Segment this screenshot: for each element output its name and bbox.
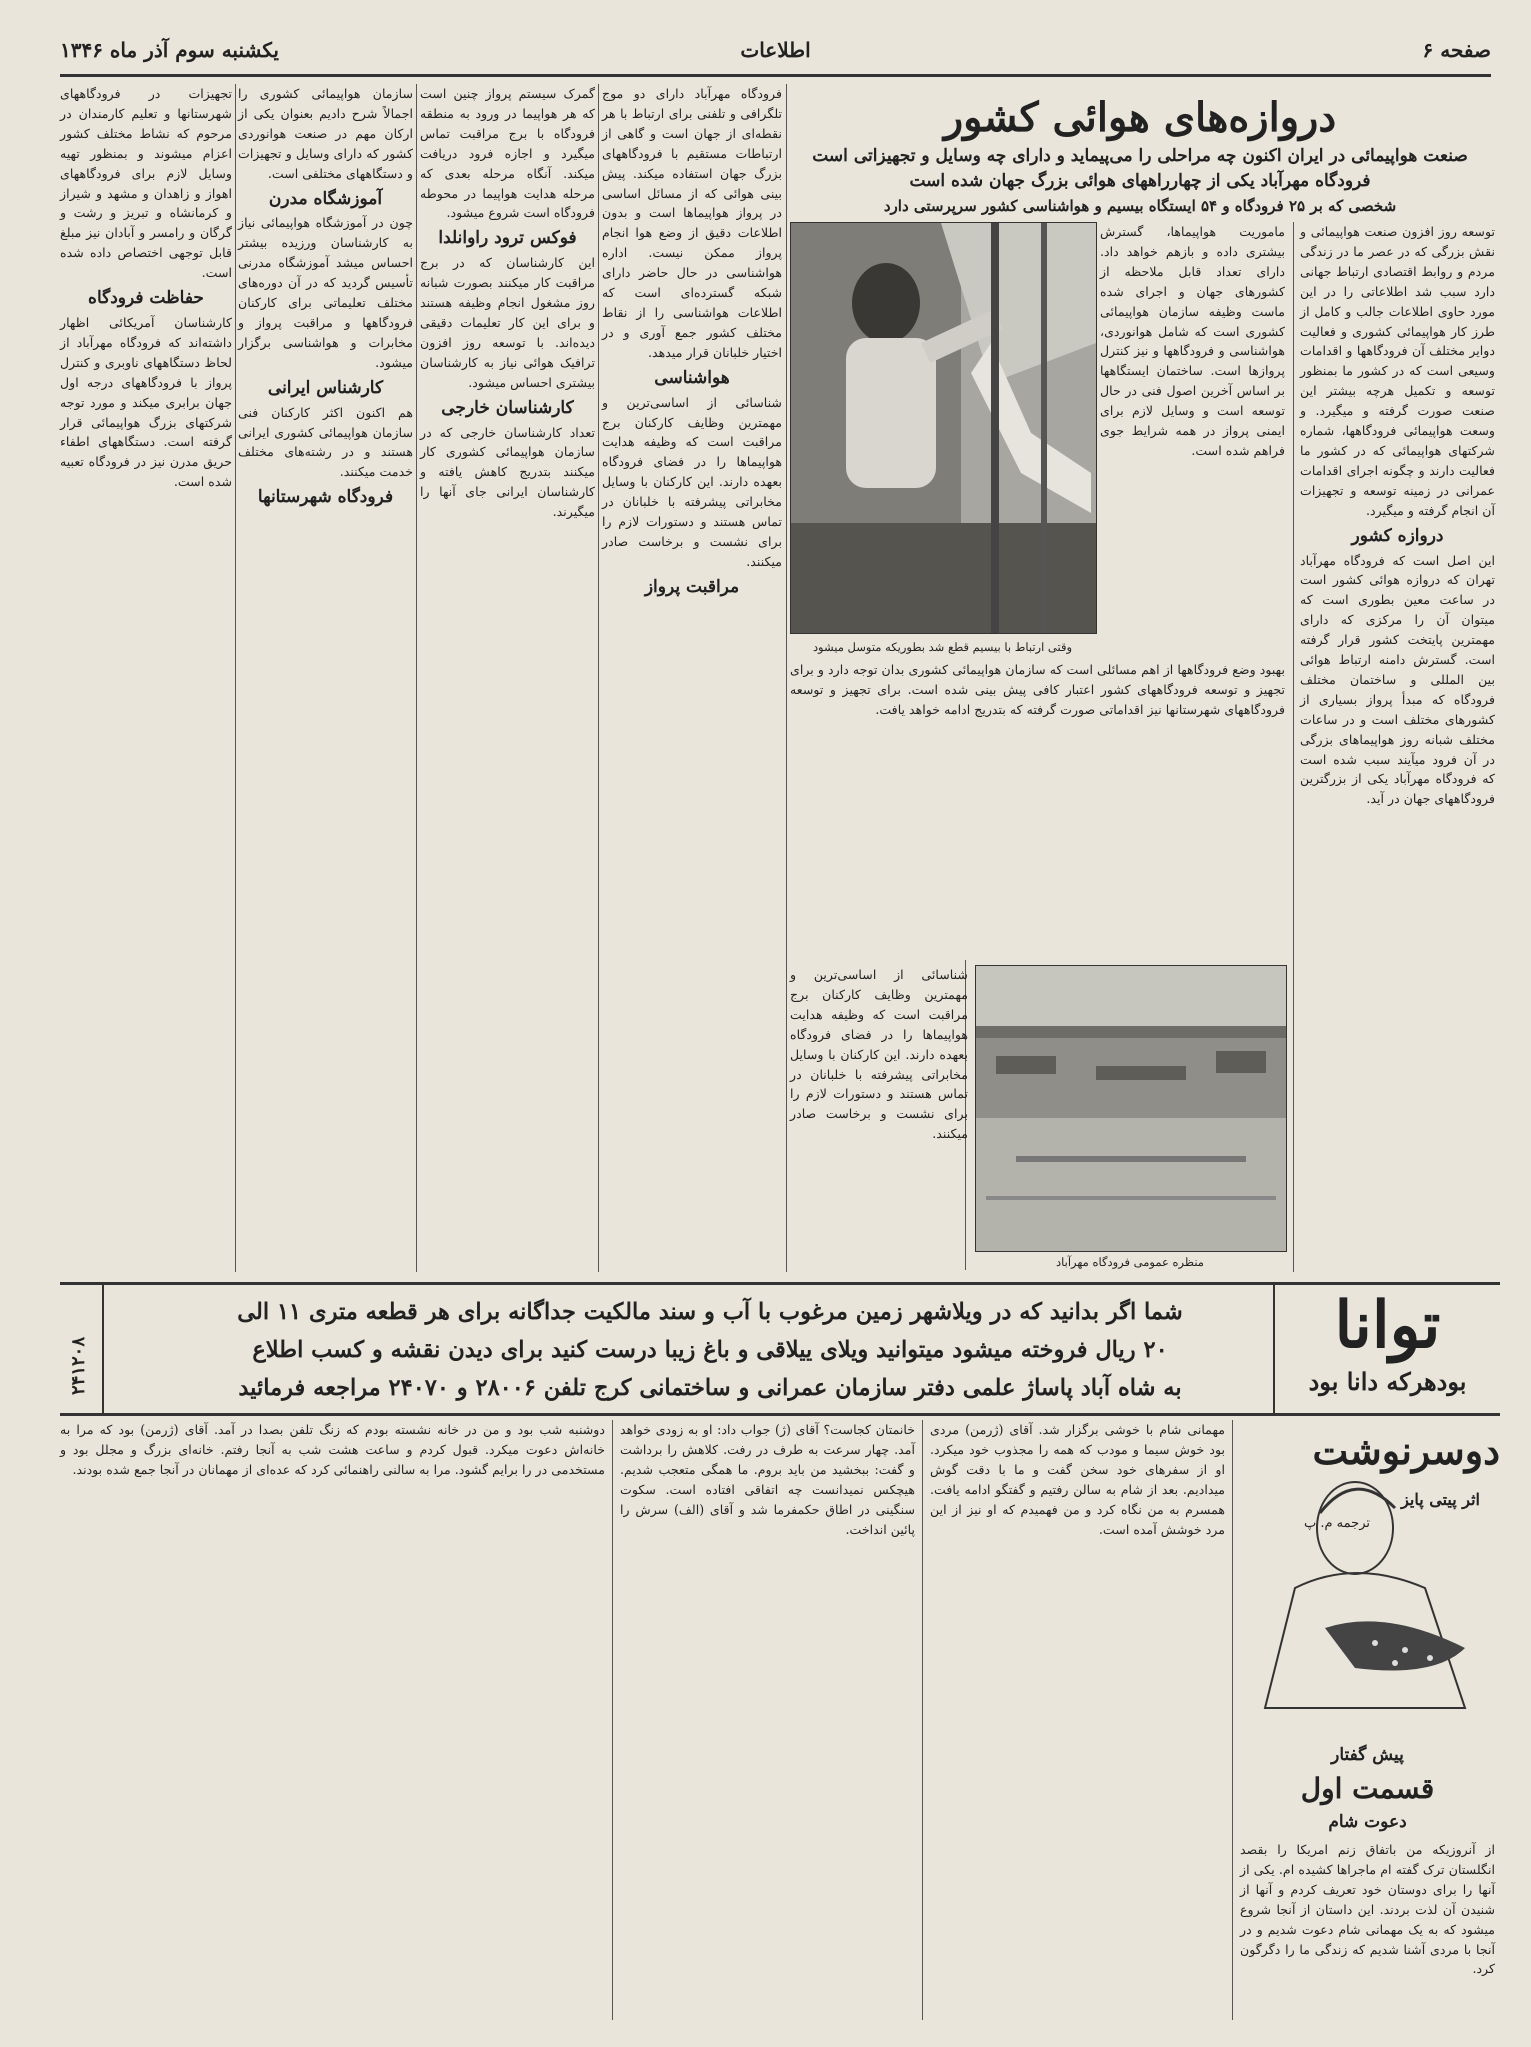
column-divider bbox=[922, 1420, 923, 2020]
column-divider bbox=[598, 84, 599, 1272]
lead-column-2 bbox=[1100, 222, 1285, 458]
ad-line-2: ۲۰ ریال فروخته میشود میتوانید ویلای ییلاقی و باغ زیبا درست کنید برای دیدن نقشه و کسب اطلاع bbox=[252, 1337, 1168, 1363]
ad-side-number: ۲۴۱۲۰۸ bbox=[68, 1336, 89, 1395]
ad-side-number-box bbox=[60, 1285, 104, 1413]
column-divider bbox=[786, 84, 787, 1272]
ad-line-3: به شاه آباد پاساژ علمی دفتر سازمان عمرانی و ساختمانی کرج تلفن ۲۸۰۰۶ و ۲۴۰۷۰ مراجعه فرمائید bbox=[238, 1375, 1182, 1401]
section-heading-foreign-experts: کارشناسان خارجی bbox=[441, 397, 574, 418]
lead-col1-text: توسعه روز افزون صنعت هواپیمائی و نقش بزرگی که در عصر ما در زندگی مردم و روابط اقتصادی ارتباط جهانی دارد سبب شد اطلاعاتی را در این مورد حاوی اطلاعات جالب و کامل از طرز کار هواپیمائی کشوری و فعالیت دوایر مختلف آن فرودگاهها و اقدامات وسیعی است که در کشور ما بمنظور توسعه و تکمیل هرچه بیشتر این صنعت صورت گرفته و میگیرد. و وسعت هواپیمائی فرودگاهها، شماره شرکتهای هواپیمائی که در کشور ما فعالیت دارند و چگونه اجرای اقدامات عمرانی در زمینه توسعه و تجهیزات آن انجام گرفته و میگیرد. bbox=[1300, 224, 1495, 518]
lead-headline: دروازه‌های هوائی کشور bbox=[943, 94, 1337, 141]
lead-subhead-1: صنعت هواپیمائی در ایران اکنون چه مراحلی را می‌پیماید و دارای چه وسایل و تجهیزاتی است bbox=[812, 146, 1468, 166]
lead-col3-text-b: شناسائی از اساسی‌ترین و مهمترین وظایف کارکنان برج مراقبت است که وظیفه هدایت هواپیماها را در فضای فرودگاه بعهده دارند. این کارکنان با وسایل مخابراتی پیشرفته با خلبانان در تماس هستند و دستورات لازم را برای نشست و برخاست صادر میکنند. bbox=[602, 394, 782, 569]
serial-preface: پیش گفتار bbox=[1331, 1745, 1404, 1765]
section-heading-iranian-expert: کارشناس ایرانی bbox=[267, 377, 384, 398]
lead-col6-text2: کارشناسان آمریکائی اظهار داشته‌اند که فرودگاه مهرآباد از لحاظ دستگاههای ناوبری و کنترل پرواز با فرودگاههای درجه اول جهان برابری میکند و مورد توجه شرکتهای بزرگ هواپیمائی قرار گرفته است. دستگاههای اطفاء حریق مدرن نیز در فرودگاه تعبیه شده است. bbox=[60, 314, 232, 490]
serial-title: دوسرنوشت bbox=[1312, 1428, 1500, 1473]
column-divider bbox=[235, 84, 236, 1272]
photo-mehrabad-image bbox=[976, 966, 1286, 1251]
ad-brand: توانا bbox=[1334, 1288, 1441, 1363]
lead-headline-block bbox=[790, 92, 1490, 219]
lead-col5-text3: هم اکنون اکثر کارکنان فنی سازمان هواپیمائی کشوری ایرانی هستند و در رشته‌های مختلف خدمت میکنند. bbox=[238, 404, 413, 480]
section-heading-provincial-airports: فرودگاه شهرستانها bbox=[257, 487, 394, 508]
photo2-caption: منظره عمومی فرودگاه مهرآباد bbox=[1056, 1255, 1204, 1269]
serial-col3-text: خانمتان کجاست؟ آقای (ژ) جواب داد: او به زودی خواهد آمد. چهار سرعت به طرف در رفت. کلاهش را برداشت و گفت: ببخشید من باید بروم. ما همگی متعجب شدیم. هیچکس نمیدانست چه اتفاقی افتاده است. سکوت سنگینی در اطاق حکمفرما شد و آقای (الف) سرش را پائین انداخت. bbox=[620, 1422, 915, 1537]
section-heading-fox: فوکس ترود راوانلدا bbox=[438, 228, 577, 249]
serial-col1-text: از آنروزیکه من باتفاق زنم امریکا را بقصد انگلستان ترک گفته ام ماجراها کشیده ام. یکی از آنها را برای دوستان خود تعریف کردم و آنها از شنیدن آن لذت بردند. این داستان از آنجا شروع میشود که به یک مهمانی شام دعوت شدیم و در آنجا با مردی آشنا شدیم که زندگی ما را دگرگون کرد. bbox=[1240, 1842, 1495, 1977]
column-divider bbox=[612, 1420, 613, 2020]
lead-col5-text2: چون در آموزشگاه هواپیمائی نیاز به کارشناسان ورزیده بیشتر احساس میشد آموزشگاه مدرنی تأسیس گردید که در آن دوره‌های مختلف تعلیماتی برای کارکنان فرودگاهها و مراقبت پرواز و مخابرات و هواشناسی برگزار میشود. bbox=[238, 215, 413, 370]
column-divider bbox=[416, 84, 417, 1272]
serial-column-1 bbox=[1240, 1840, 1495, 2020]
column-divider bbox=[1232, 1420, 1233, 2020]
date-line: یکشنبه سوم آذر ماه ۱۳۴۶ bbox=[60, 38, 279, 62]
column-divider bbox=[1293, 222, 1294, 1272]
lead-subhead-3: شخصی که بر ۲۵ فرودگاه و ۵۴ ایستگاه بیسیم و هواشناسی کشور سرپرستی دارد bbox=[883, 197, 1397, 215]
photo-radio-operator bbox=[790, 222, 1097, 634]
photo-radio-operator-image bbox=[791, 223, 1096, 633]
serial-author: اثر پیتی پایز bbox=[1401, 1490, 1480, 1509]
photo-mehrabad-airport bbox=[975, 965, 1287, 1252]
lead-col2-text2: بهبود وضع فرودگاهها از اهم مسائلی است که سازمان هواپیمائی کشوری بدان توجه دارد و برای تجهیز و توسعه فرودگاههای کشور اعتبار کافی پیش بینی شده است. برای تجهیز و توسعه فرودگاههای شهرستانها نیز اقداماتی صورت گرفته که بتدریج ادامه خواهد یافت. bbox=[790, 662, 1285, 717]
serial-col2-text: مهمانی شام با خوشی برگزار شد. آقای (ژرمن) مردی بود خوش سیما و مودب که همه را مجذوب خود میکرد. او از سفرهای خود سخن گفت و ما با دقت گوش میدادیم. بعد از شام به سالن رفتیم و گفتگو ادامه یافت. همسرم به من نگاه کرد و من فهمیدم که او نیز از این مرد خوشش آمده است. bbox=[930, 1422, 1225, 1537]
villa-advertisement bbox=[60, 1282, 1500, 1416]
lead-col4-text: گمرک سیستم پرواز چنین است که هر هواپیما در ورود به منطقه فرودگاه با برج مراقبت تماس میگیرد و اجازه فرود دریافت میکند. آنگاه مرحله بعدی که مرحله هدایت هواپیما در محوطه فرودگاه است شروع میشود. bbox=[420, 86, 595, 221]
lead-col3-text-c: شناسائی از اساسی‌ترین و مهمترین وظایف کارکنان برج مراقبت است که وظیفه هدایت هواپیماها را در فضای فرودگاه بعهده دارند. این کارکنان با وسایل مخابراتی پیشرفته با خلبانان در تماس هستند و دستورات لازم را برای نشست و برخاست صادر میکنند. bbox=[790, 967, 968, 1142]
page-label: صفحه ۶ bbox=[1422, 38, 1491, 62]
lead-column-3 bbox=[602, 84, 782, 1272]
serial-column-3 bbox=[620, 1420, 915, 2020]
ad-message bbox=[155, 1293, 1265, 1407]
lead-column-2b bbox=[790, 660, 1285, 960]
paper-name: اطلاعات bbox=[740, 38, 811, 62]
ad-line-1: شما اگر بدانید که در ویلاشهر زمین مرغوب با آب و سند مالکیت جداگانه برای هر قطعه متری ۱۱ الی bbox=[237, 1299, 1183, 1325]
lead-subhead-2: فرودگاه مهرآباد یکی از چهارراههای هوائی بزرگ جهان شده است bbox=[909, 171, 1371, 191]
ad-brand-tagline: بودهرکه دانا بود bbox=[1308, 1367, 1467, 1396]
lead-col4-text2: این کارشناسان که در برج مراقبت کار میکنند بصورت شبانه روز مشغول انجام وظیفه هستند و برای این کار تعلیمات دقیقی دیده‌اند. با توسعه روز افزون ترافیک هوائی نیاز به کارشناسان بیشتری احساس میشود. bbox=[420, 255, 595, 390]
lead-column-3b bbox=[790, 965, 968, 1270]
lead-column-1 bbox=[1300, 222, 1495, 1272]
lead-col6-text: تجهیزات در فرودگاههای شهرستانها و تعلیم کارمندان در مرحوم که نشاط مختلف کشور اعزام میشوند و بمنظور تهیه وسایل لازم برای فرودگاههای اهواز و زاهدان و مشهد و شیراز و کرمانشاه و تبریز و رشت و گرگان و رامسر و آبادان نیز مبلغ قابل توجهی اختصاص داده شده است. bbox=[60, 86, 232, 281]
lead-col1-text2: این اصل است که فرودگاه مهرآباد تهران که دروازه هوائی کشور است در ساعت معین بطوری است که میتوان آن را مرکزی که دارای مهمترین پایتخت کشور قرار گرفته است. گسترش دامنه ارتباط هوائی بین المللی و ساختمان مختلف فرودگاه که مبدأ پرواز بسیاری از کشورهای مختلف است و در ساعات مختلف شبانه روز هواپیماهای بزرگی در آن فرود میآیند سبب شده است که فرودگاه مهرآباد یکی از بزرگترین فرودگاههای جهان در آید. bbox=[1300, 552, 1495, 807]
serial-col4-text: دوشنبه شب بود و من در خانه نشسته بودم که زنگ تلفن بصدا در آمد. آقای (ژرمن) بود که مرا به خانه‌اش دعوت میکرد. قبول کردم و ساعت هشت شب به آنجا رفتم. خانه‌ای بزرگ و مجلل بود و مستخدمی در را برایم گشود. مرا به سالنی راهنمائی کرد که عده‌ای از مهمانان در آنجا جمع شده بودند. bbox=[60, 1422, 605, 1477]
serial-chapter: دعوت شام bbox=[1328, 1812, 1407, 1832]
serial-part: قسمت اول bbox=[1300, 1772, 1435, 1805]
serial-column-4 bbox=[60, 1420, 605, 2020]
section-heading-doroaza: دروازه کشور bbox=[1351, 525, 1444, 546]
lead-col4-text3: تعداد کارشناسان خارجی که در سازمان هواپیمائی کشوری کار میکنند بتدریج کاهش یافته و کارشناسان ایرانی جای آنها را میگیرند. bbox=[420, 424, 595, 520]
lead-column-5 bbox=[238, 84, 413, 1272]
photo1-caption: وقتی ارتباط با بیسیم قطع شد بطوریکه متوسل میشود bbox=[812, 640, 1073, 654]
section-heading-airport-security: حفاظت فرودگاه bbox=[88, 288, 204, 309]
lead-col5-text: سازمان هواپیمائی کشوری را اجمالاً شرح دادیم بعنوان یکی از ارکان مهم در صنعت هوانوردی کشور که دارای وسایل و تجهیزات و دستگاههای مختلفی است. bbox=[238, 86, 413, 181]
lead-column-6 bbox=[60, 84, 232, 1272]
section-heading-modern-school: آموزشگاه مدرن bbox=[268, 188, 383, 209]
section-heading-meteorology: هواشناسی bbox=[654, 367, 730, 388]
lead-column-4 bbox=[420, 84, 595, 1272]
serial-translator: ترجمه م. پ bbox=[1304, 1516, 1370, 1531]
ad-brand-box bbox=[1273, 1285, 1500, 1413]
serial-column-2 bbox=[930, 1420, 1225, 2020]
section-heading-flight-control: مراقبت پرواز bbox=[644, 576, 740, 597]
serial-title-block bbox=[1235, 1418, 1500, 1768]
page-header bbox=[60, 34, 1491, 77]
lead-col3-text: فرودگاه مهرآباد دارای دو موج تلگرافی و تلفنی برای ارتباط با هر نقطه‌ای از جهان است و گاهی از ارتباطات مستقیم با فرودگاههای بزرگ جهان استفاده میکند. پیش بینی هوائی که از مسائل اساسی در پرواز هواپیماها است و بدون اطلاعات دقیق از وضع هوا انجام پرواز ممکن نیست. اداره هواشناسی در حال حاضر دارای شبکه گسترده‌ای است که اطلاعات هواشناسی را از نقاط مختلف کشور جمع آوری و در اختیار خلبانان قرار میدهد. bbox=[602, 86, 782, 360]
lead-col2-text: ماموریت هواپیماها، گسترش بیشتری داده و بازهم خواهد داد. دارای تعداد قابل ملاحظه از کشورهای جهان و اجرای شده ماست وظیفه سازمان هواپیمائی کشوری است که شامل هوانوردی، هواشناسی و فرودگاهها و نیز کنترل پروازها است. ساختمان ایستگاهها بر اساس آخرین اصول فنی در حال توسعه است و وسایل لازم برای ایمنی پرواز در همه شرایط جوی فراهم شده است. bbox=[1100, 224, 1285, 458]
